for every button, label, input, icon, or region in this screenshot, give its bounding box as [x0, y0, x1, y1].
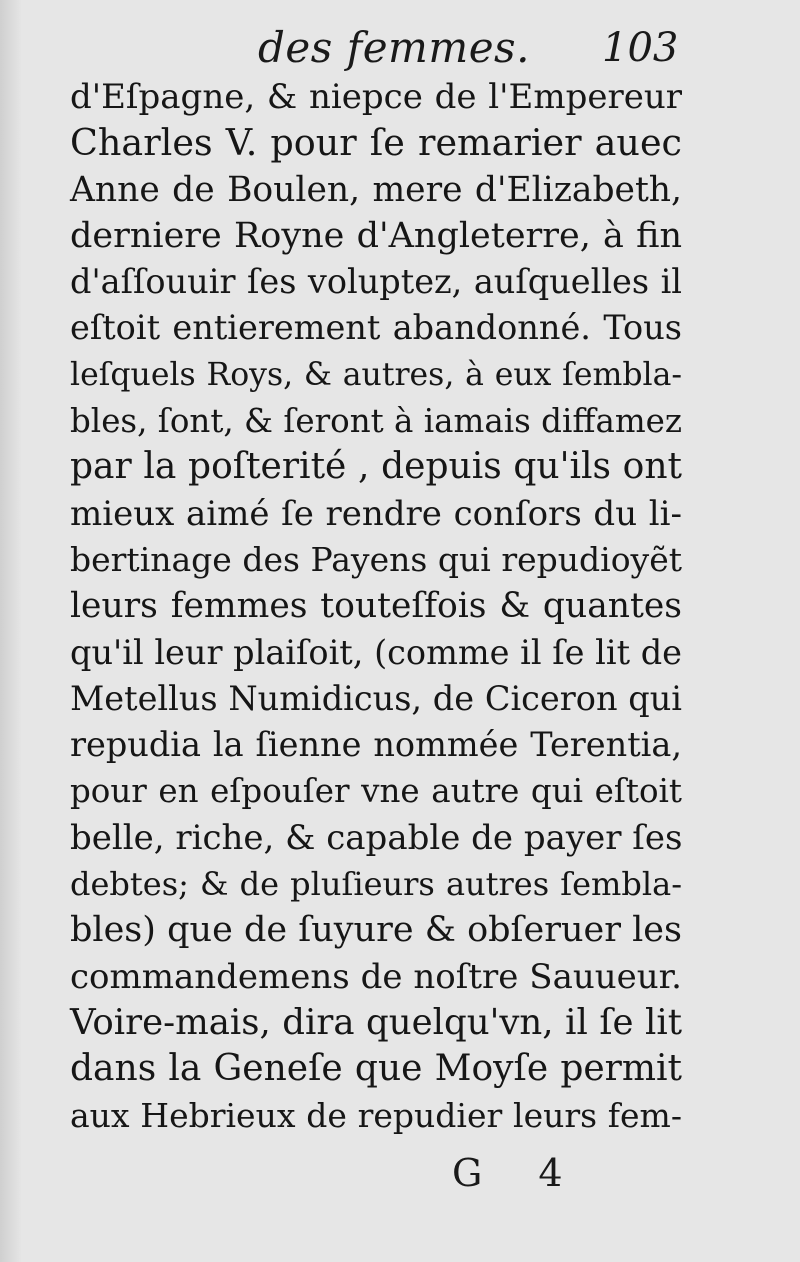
text-line: d'aſſouuir ſes voluptez, auſquelles il [70, 262, 682, 302]
body-text [70, 74, 682, 1139]
text-line: belle, riche, & capable de payer ſes [70, 817, 683, 858]
text-line: pour en eſpouſer vne autre qui eſtoit [70, 772, 682, 811]
page-footer [0, 1148, 800, 1198]
text-line: bertinage des Payens qui repudioyẽt [70, 539, 682, 579]
text-line: eſtoit entierement abandonné. Tous [70, 308, 682, 348]
text-line: bles, ſont, & ſeront à iamais diffamez [70, 402, 682, 441]
text-line: bles) que de ſuyure & obſeruer les [70, 910, 682, 951]
text-line: mieux aimé ſe rendre conſors du li- [70, 493, 682, 534]
signature-mark: G 4 [452, 1151, 585, 1195]
text-line: dans la Geneſe que Moyſe permit [70, 1048, 682, 1090]
text-line: derniere Royne d'Angleterre, à fin [70, 215, 682, 256]
text-line: Charles V. pour ſe remarier auec [70, 121, 682, 165]
page-number: 103 [602, 25, 679, 71]
text-line: aux Hebrieux de repudier leurs fem- [70, 1095, 682, 1135]
text-line: debtes; & de pluſieurs autres ſembla- [70, 865, 682, 904]
text-line: Anne de Boulen, mere d'Elizabeth, [70, 169, 682, 210]
text-line: Voire-mais, dira quelqu'vn, il ſe lit [70, 1001, 682, 1043]
text-line: d'Eſpagne, & niepce de l'Empereur [70, 77, 682, 117]
text-line: repudia la ſienne nommée Terentia, [70, 725, 682, 765]
page-header [0, 18, 800, 78]
text-line: par la poſterité , depuis qu'ils ont [70, 446, 682, 488]
text-line: leurs femmes touteſfois & quantes [70, 586, 682, 627]
running-title: des femmes. [258, 23, 530, 72]
text-line: commandemens de noſtre Sauueur. [70, 956, 682, 997]
text-line: qu'il leur plaiſoit, (comme il ſe lit de [70, 632, 682, 672]
text-line: Metellus Numidicus, de Ciceron qui [70, 678, 682, 718]
text-line: leſquels Roys, & autres, à eux ſembla- [70, 356, 682, 393]
gutter-shadow [0, 0, 22, 1262]
